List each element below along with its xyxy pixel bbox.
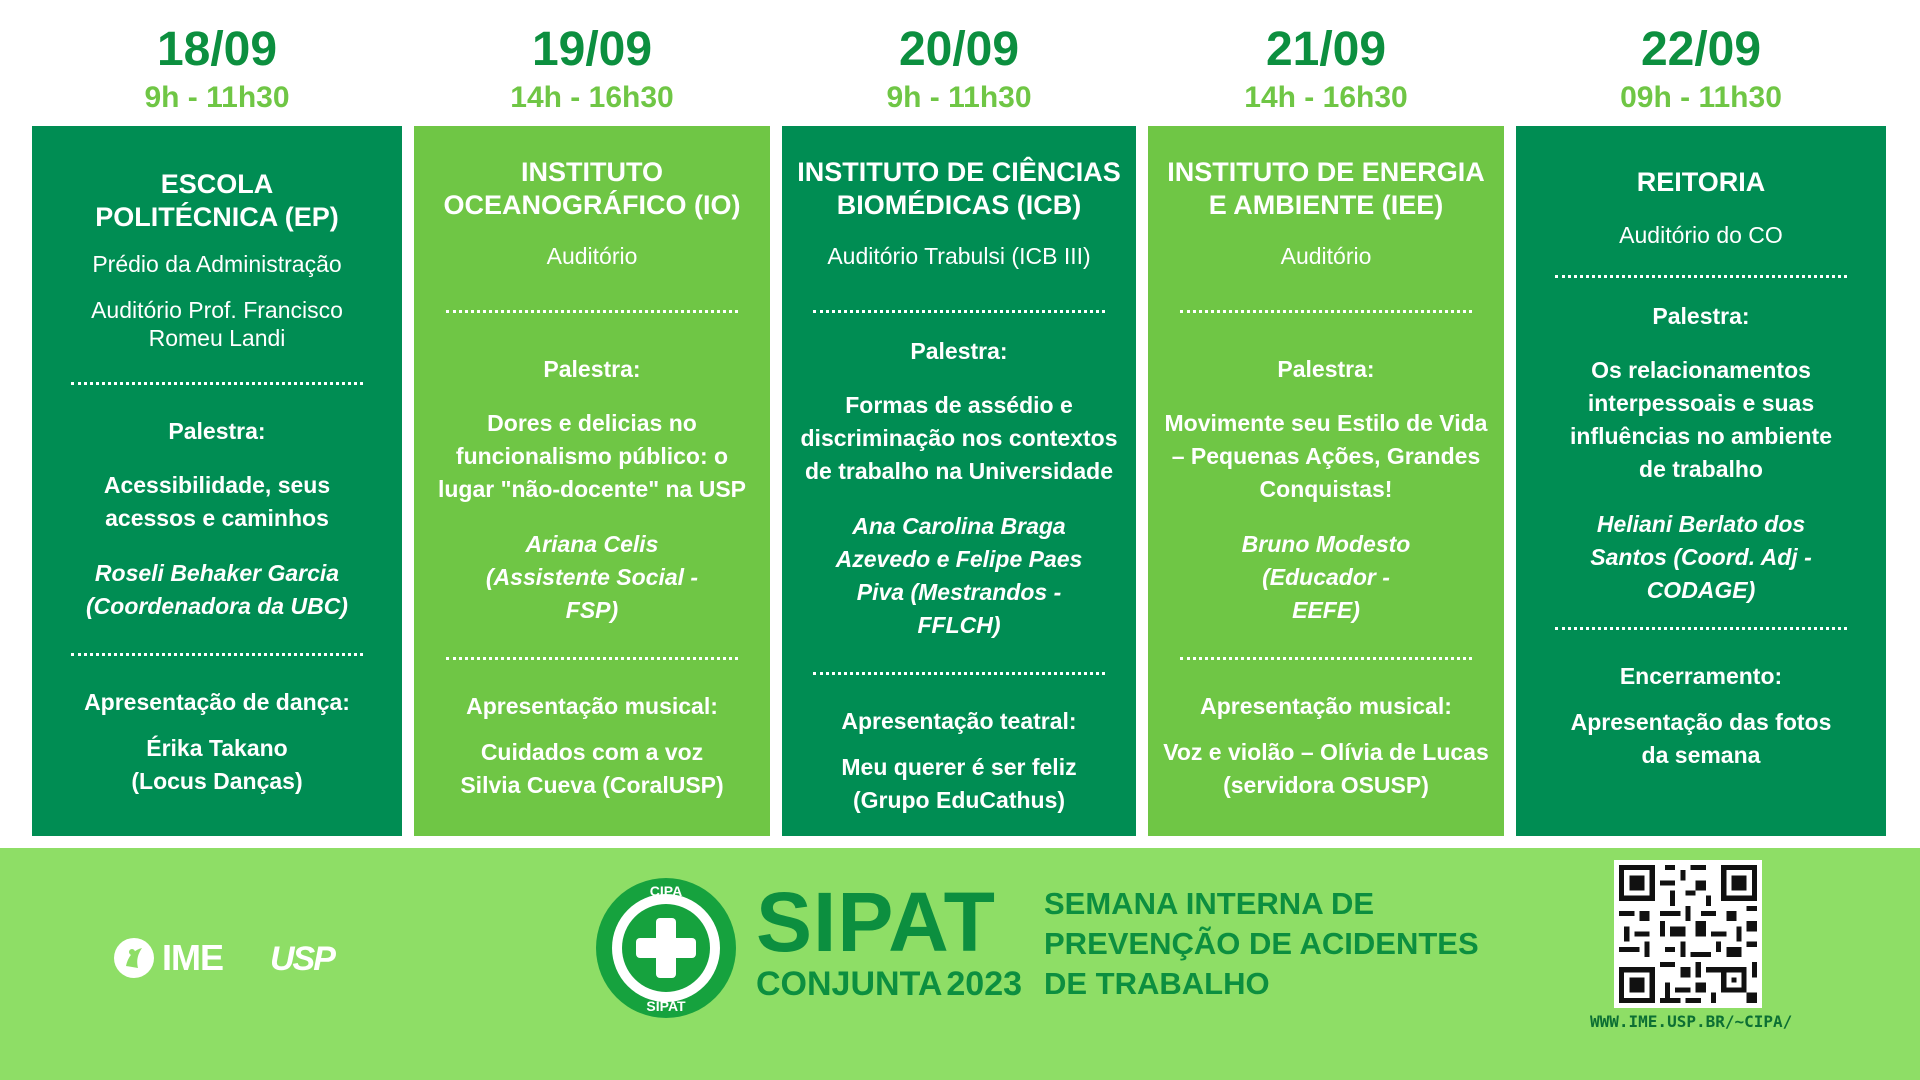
- venue-room: Auditório: [1280, 243, 1372, 269]
- speaker: Roseli Behaker Garcia (Coordenadora da UBC): [86, 560, 348, 619]
- badge-bottom-text: SIPAT: [646, 998, 686, 1014]
- sipat-description: [1044, 884, 1479, 1004]
- day-column: [1148, 0, 1504, 848]
- show-title: Meu querer é ser feliz (Grupo EduCathus): [841, 754, 1077, 813]
- talk-label: Palestra:: [543, 356, 641, 382]
- day-date: 20/09: [898, 23, 1020, 76]
- venue-room: Auditório do CO: [1619, 222, 1783, 248]
- day-column: [32, 0, 402, 848]
- talk-title: Movimente seu Estilo de Vida – Pequenas Ações, Grandes Conquistas!: [1164, 410, 1488, 502]
- day-date: 21/09: [1265, 23, 1387, 76]
- talk-label: Palestra:: [168, 418, 266, 444]
- day-card: [32, 126, 402, 836]
- talk-title: Os relacionamentos interpessoais e suas influências no ambiente de trabalho: [1570, 357, 1832, 482]
- dotted-divider: [1555, 627, 1847, 630]
- talk-label: Palestra:: [1277, 356, 1375, 382]
- sipat-subtitle: [756, 964, 1022, 1004]
- speaker: Ariana Celis (Assistente Social - FSP): [485, 531, 699, 623]
- dotted-divider: [1555, 275, 1847, 278]
- show-title: Érika Takano (Locus Danças): [131, 735, 303, 794]
- talk-label: Palestra:: [910, 338, 1008, 364]
- day-column: [414, 0, 770, 848]
- dotted-divider: [71, 382, 363, 385]
- day-time: 9h - 11h30: [144, 81, 290, 114]
- day-column: [1516, 0, 1886, 848]
- show-title: Voz e violão – Olívia de Lucas (servidora OSUSP): [1163, 739, 1489, 798]
- dotted-divider: [446, 657, 738, 660]
- venue-title: INSTITUTO DE CIÊNCIAS BIOMÉDICAS (ICB): [797, 157, 1121, 220]
- footer-banner: [0, 848, 1920, 1080]
- talk-title: Acessibilidade, seus acessos e caminhos: [103, 472, 331, 531]
- ime-logo-text: IME: [162, 937, 224, 978]
- cipa-url-link[interactable]: WWW.IME.USP.BR/~CIPA/: [1590, 1012, 1793, 1031]
- badge-top-text: CIPA: [649, 883, 683, 899]
- dotted-divider: [71, 653, 363, 656]
- show-label: Apresentação de dança:: [84, 689, 350, 715]
- venue-building: Prédio da Administração: [92, 251, 342, 277]
- venue-room: Auditório Trabulsi (ICB III): [827, 243, 1091, 269]
- venue-room: Auditório Prof. Francisco Romeu Landi: [91, 297, 343, 351]
- day-date: 18/09: [156, 23, 278, 76]
- desc-line: DE TRABALHO: [1044, 966, 1270, 1001]
- venue-room: Auditório: [546, 243, 638, 269]
- show-title: Apresentação das fotos da semana: [1570, 709, 1832, 768]
- show-label: Apresentação musical:: [1200, 693, 1452, 719]
- day-time: 14h - 16h30: [1244, 81, 1408, 114]
- dotted-divider: [1180, 310, 1472, 313]
- conjunta-label: CONJUNTA: [756, 965, 943, 1003]
- show-label: Apresentação musical:: [466, 693, 718, 719]
- dotted-divider: [813, 672, 1105, 675]
- talk-title: Dores e delicias no funcionalismo público: o lugar "não-docente" na USP: [437, 410, 747, 502]
- talk-label: Palestra:: [1652, 303, 1750, 329]
- show-label: Encerramento:: [1619, 663, 1783, 689]
- show-title: Cuidados com a voz Silvia Cueva (CoralUSP): [460, 739, 724, 798]
- day-card: [1516, 126, 1886, 836]
- venue-title: REITORIA: [1636, 167, 1766, 197]
- speaker: Bruno Modesto (Educador - EEFE): [1241, 531, 1411, 623]
- venue-title: INSTITUTO DE ENERGIA E AMBIENTE (IEE): [1167, 157, 1485, 220]
- dotted-divider: [1180, 657, 1472, 660]
- desc-line: SEMANA INTERNA DE: [1044, 886, 1375, 921]
- day-card: [414, 126, 770, 836]
- desc-line: PREVENÇÃO DE ACIDENTES: [1044, 926, 1479, 961]
- dotted-divider: [446, 310, 738, 313]
- cipa-cross-badge-icon: [594, 876, 738, 1020]
- venue-title: INSTITUTO OCEANOGRÁFICO (IO): [443, 157, 741, 220]
- usp-logo: USP: [270, 940, 334, 978]
- day-time: 14h - 16h30: [510, 81, 674, 114]
- day-card: [1148, 126, 1504, 836]
- venue-title: ESCOLA POLITÉCNICA (EP): [95, 169, 339, 232]
- day-date: 22/09: [1640, 23, 1762, 76]
- sipat-title: SIPAT: [756, 875, 996, 969]
- day-time: 9h - 11h30: [886, 81, 1032, 114]
- show-label: Apresentação teatral:: [841, 708, 1077, 734]
- year-label: 2023: [946, 965, 1023, 1003]
- ime-emblem-icon: [112, 936, 156, 980]
- day-column: [782, 0, 1136, 848]
- talk-title: Formas de assédio e discriminação nos contextos de trabalho na Universidade: [800, 392, 1118, 484]
- qr-code-icon[interactable]: [1614, 860, 1762, 1008]
- day-date: 19/09: [531, 23, 653, 76]
- speaker: Heliani Berlato dos Santos (Coord. Adj - CODAGE): [1590, 511, 1812, 603]
- day-card: [782, 126, 1136, 836]
- speaker: Ana Carolina Braga Azevedo e Felipe Paes Piva (Mestrandos - FFLCH): [835, 513, 1083, 638]
- dotted-divider: [813, 310, 1105, 313]
- ime-logo: [112, 936, 223, 980]
- day-time: 09h - 11h30: [1620, 81, 1782, 114]
